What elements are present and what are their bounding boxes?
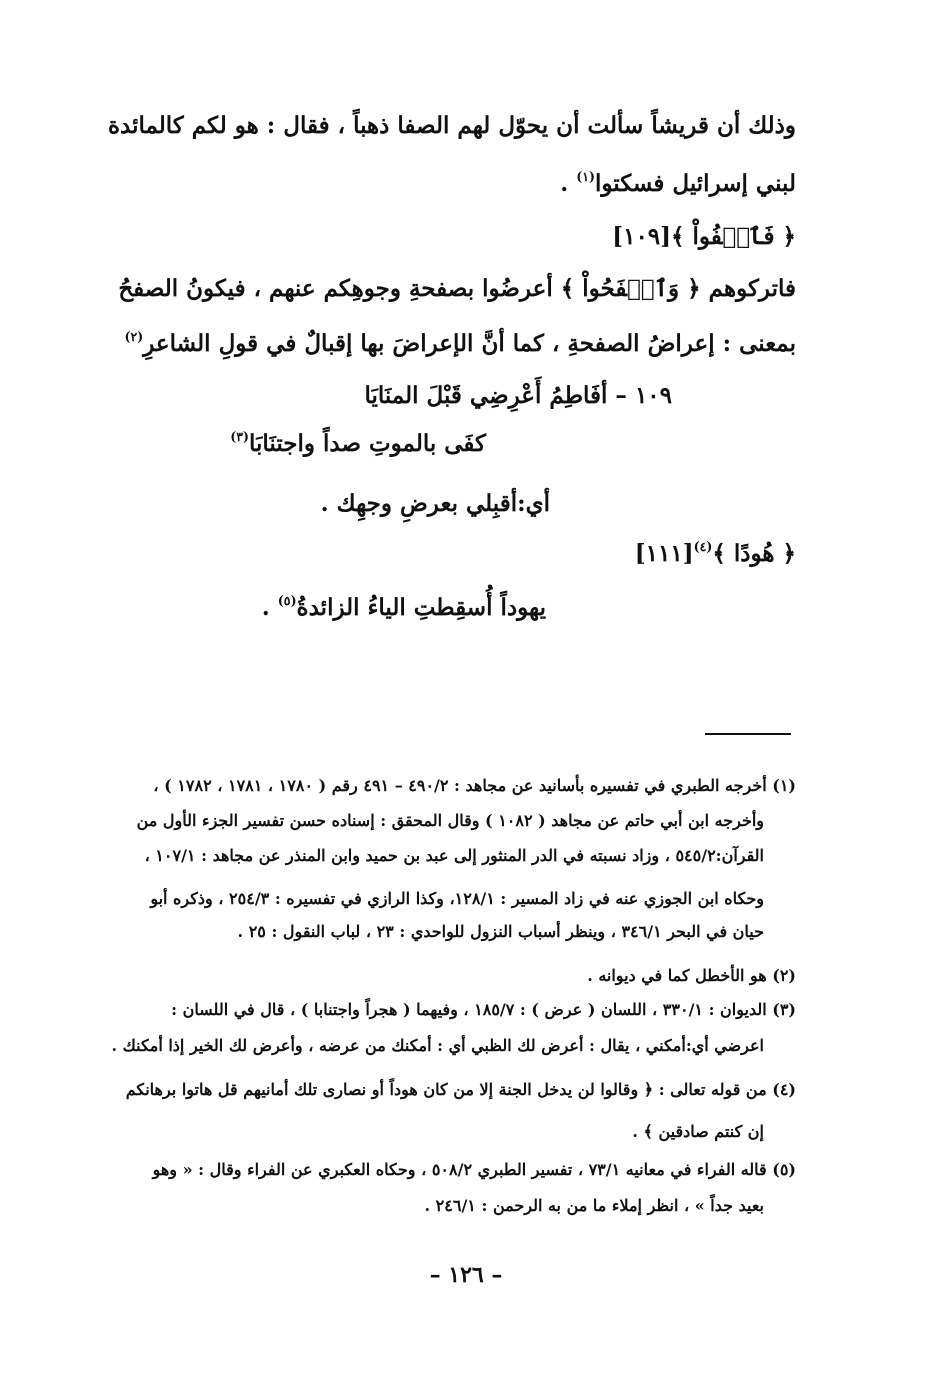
poetry-verse-second: [230, 430, 486, 457]
verse-heading-111: [635, 540, 796, 567]
body-line-5-text: بمعنى : إعراضُ الصفحةِ ، كما أنَّ الإعراضَ بها إقبالٌ في قولِ الشاعرِ: [143, 330, 796, 357]
footnote-5-line-2: بعيد جداً » ، انظر إملاء ما من به الرحمن : ٢٤٦/١ .: [424, 1196, 764, 1215]
body-line-4: فاتركوهم ﴿ وَٱصۡفَحُواْ ﴾ أعرضُوا بصفحةِ وجوهِكم عنهم ، فيكونُ الصفحُ: [118, 275, 796, 302]
body-line-2-text: لبني إسرائيل فسكتوا: [594, 170, 796, 197]
footnote-1-line-5: حيان في البحر ٣٤٦/١ ، وينظر أسباب النزول للواحدي : ٢٣ ، لباب النقول : ٢٥ .: [237, 922, 764, 941]
body-line-1: وذلك أن قريشاً سألت أن يحوّل لهم الصفا ذهباً ، فقال : هو لكم كالمائدة: [107, 112, 796, 139]
body-line-8: أي:أقبِلي بعرضِ وجهِك .: [320, 490, 550, 517]
footnote-5-line-1: (٥) قاله الفراء في معانيه ٧٣/١ ، تفسير الطبري ٥٠٨/٢ ، وحكاه العكبري عن الفراء وقال : « وهو: [152, 1160, 796, 1179]
page-number: – ١٢٦ –: [429, 1262, 503, 1288]
footnote-2: (٢) هو الأخطل كما في ديوانه .: [587, 966, 796, 985]
body-line-2: [560, 170, 796, 197]
verse-heading-111-word: ﴿ هُودًا ﴾: [712, 540, 796, 567]
body-line-10-text: يهوداً أُسقِطتِ الياءُ الزائدةُ: [296, 594, 546, 621]
body-line-10-end: .: [261, 594, 270, 621]
footnote-1-line-4: وحكاه ابن الجوزي عنه في زاد المسير : ١٢٨/١، وكذا الرازي في تفسيره : ٢٥٤/٣ ، وذكره أبو: [150, 889, 764, 908]
footnote-4-line-1: (٤) من قوله تعالى : ﴿ وقالوا لن يدخل الجنة إلا من كان هوداً أو نصارى تلك أمانيهم قل هاتوا برهانكم: [125, 1080, 796, 1099]
footnote-separator: [705, 733, 791, 735]
body-line-10: [262, 594, 546, 621]
footnote-ref-2: (٢): [124, 328, 144, 344]
footnote-ref-4: (٤): [693, 538, 713, 554]
footnote-1-line-1: (١) أخرجه الطبري في تفسيره بأسانيد عن مجاهد : ٤٩٠/٢ – ٤٩١ رقم ( ١٧٨٠ ، ١٧٨١ ، ١٧٨٢ ) ،: [153, 776, 796, 795]
footnote-ref-5: (٥): [277, 592, 297, 608]
footnote-1-line-3: القرآن:٥٤٥/٢ ، وزاد نسبته في الدر المنثور إلى عبد بن حميد وابن المنذر عن مجاهد : ١٠٧/١ ،: [144, 846, 764, 865]
poetry-verse-first: ١٠٩ – أفَاطِمُ أَعْرِضِي قَبْلَ المنَايَا: [364, 382, 672, 409]
footnote-4-line-2: إن كنتم صادقين ﴾ .: [632, 1122, 764, 1141]
verse-heading-111-number: [١١١]: [634, 540, 694, 567]
body-line-5: [124, 330, 796, 357]
footnote-ref-1: (١): [576, 168, 595, 184]
footnote-3-line-1: (٣) الديوان : ٣٣٠/١ ، اللسان ( عرض ) : ١٨٥/٧ ، وفيهما ( هجراً واجتنابا ) ، قال في اللسان :: [171, 1000, 796, 1019]
footnote-3-line-2: اعرضي أي:أمكني ، يقال : أعرض لك الظبي أي : أمكنك من عرضه ، وأعرض لك الخير إذا أمكنك .: [111, 1036, 764, 1055]
body-line-2-end: .: [560, 170, 569, 197]
footnote-ref-3: (٣): [230, 428, 249, 444]
footnote-1-line-2: وأخرجه ابن أبي حاتم عن مجاهد ( ١٠٨٢ ) وقال المحقق : إسناده حسن تفسير الجزء الأول من: [136, 811, 764, 830]
poetry-verse-second-text: كفَى بالموتِ صداً واجتنَابَا: [248, 430, 486, 457]
verse-heading-109: ﴿ فَٱعۡفُواْ ﴾[١٠٩]: [612, 223, 796, 250]
